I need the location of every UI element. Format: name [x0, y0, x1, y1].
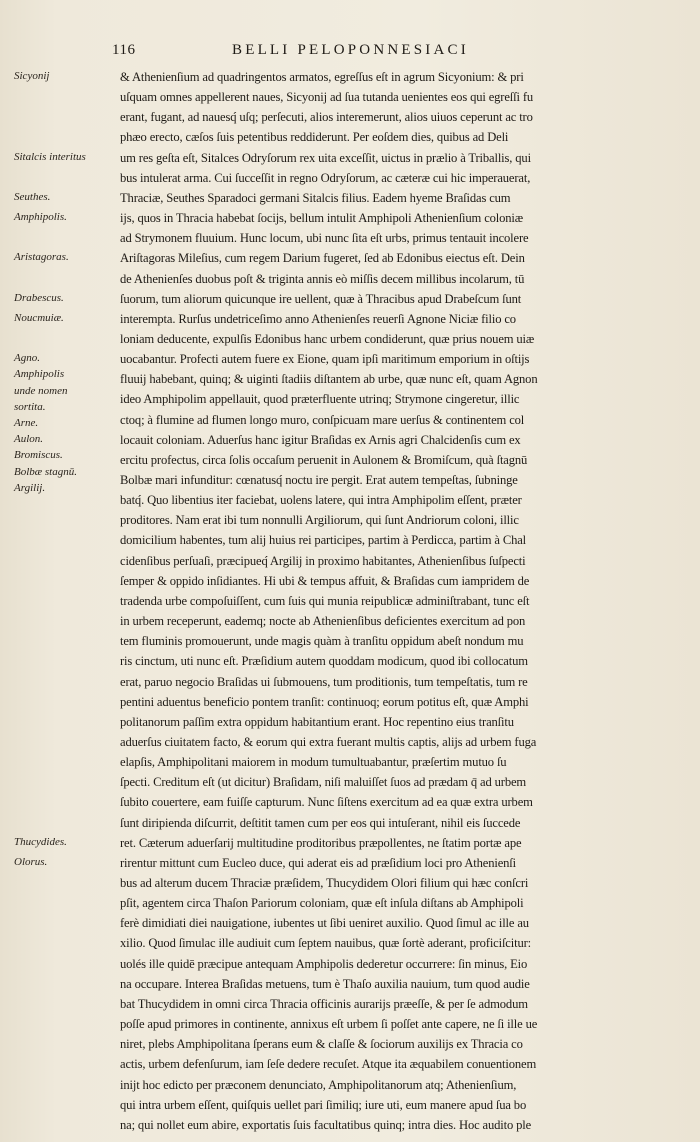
page-header — [108, 40, 678, 64]
text-line: uocabantur. Profecti autem fuere ex Eione, quam ipſi maritimum emporium in oſtijs — [120, 352, 530, 367]
text-line: cidenſibus perſuaſi, præcipueq́ Argilij in proximo habitantes, Athenienſibus ſuſpecti — [120, 553, 526, 568]
running-head: BELLI PELOPONNESIACI — [232, 42, 469, 58]
text-line: xilio. Quod ſimulac ille audiuit cum ſeptem nauibus, quæ ſortè aderant, proficiſcitur: — [120, 936, 531, 951]
text-line: ad Strymonem fluuium. Hunc locum, ubi nunc ſita eſt urbs, primus tentauit incolere — [120, 231, 529, 246]
text-line: bus ad alterum ducem Thraciæ præſidem, Thucydidem Olori filium qui hæc conſcri — [120, 876, 529, 890]
page-number: 116 — [112, 42, 136, 58]
margin-note: Amphipolis. — [14, 211, 67, 224]
text-line: interempta. Rurſus undetriceſimo anno Athenienſes reuerſi Agnone Niciæ filio co — [120, 311, 516, 326]
text-line: politanorum paſſim extra oppidum habitantium erant. Hoc repentino eius tranſitu — [120, 714, 514, 729]
text-line: phæo erecto, cæſos ſuis petentibus reddiderunt. Per eoſdem dies, quibus ad Deli — [120, 130, 509, 145]
text-line: ſpecti. Creditum eſt (ut dicitur) Braſidam, niſi maluiſſet ſuos ad prædam q̄ ad urbem — [120, 775, 527, 790]
text-line: Ariſtagoras Mileſius, cum regem Darium fugeret, ſed ab Edonibus eiectus eſt. Dein — [120, 251, 525, 266]
text-line: pſit, agentem circa Thaſon Pariorum coloniam, quæ eſt inſula diſtans ab Amphipoli — [120, 896, 524, 911]
text-line: erant, fugant, ad nauesq́ uſq; perſecuti, alios interemerunt, alios uiuos ceperunt ac tro — [120, 110, 533, 125]
text-line: rirentur mittunt cum Eucleo duce, qui aderat eis ad præſidium loci pro Athenienſi — [120, 855, 516, 870]
text-line: elapſis, Amphipolitani maiorem in modum tumultuabantur, præſertim mutuo ſu — [120, 755, 507, 770]
margin-note: Agno. — [14, 352, 40, 365]
margin-note: Seuthes. — [14, 190, 51, 203]
text-line: ercitu profectus, circa ſolis occaſum peruenit in Aulonem & Bromiſcum, quà ſtagnū — [120, 452, 528, 467]
text-line: uſquam omnes appellerent naues, Sicyonij ad ſua tutanda uenientes eos qui egreſſi fu — [120, 90, 534, 105]
margin-note: Thucydides. — [14, 835, 67, 848]
text-line: poſſe apud primores in continente, annixus eſt urbem ſi poſſet ante capere, ne ſi ille ue — [120, 1017, 538, 1032]
text-line: uolés ille quidē præcipue antequam Amphipolis dederetur occurrere: ſin minus, Eio — [120, 956, 528, 971]
margin-note: Argilij. — [14, 481, 46, 494]
text-line: loniam deducente, expulſis Edonibus hanc urbem condiderunt, quæ prius nouem uiæ — [120, 331, 535, 346]
text-line: ris cinctum, uti nunc eſt. Præſidium autem quoddam modicum, quod ibi collocatum — [120, 654, 528, 669]
text-line: aduerſus ciuitatem facto, & eorum qui extra fuerant multis captis, alijs ad urbem fuga — [120, 734, 537, 749]
margin-note: Aristagoras. — [14, 251, 69, 264]
margin-note: Bromiscus. — [14, 449, 63, 462]
text-line: ſemper & oppido inſidiantes. Hi ubi & tempus affuit, & Braſidas cum iampridem de — [120, 573, 530, 588]
text-line: Bolbæ mari infunditur: cœnatusq́ noctu ire pergit. Erat autem tempeſtas, ſubninge — [120, 473, 518, 487]
text-line: tem fluminis promouerunt, unde magis quàm à tranſitu oppidum abeſt nondum mu — [120, 634, 524, 649]
text-line: na; qui nollet eum abire, exportatis ſuis facultatibus quinq; intra dies. Hoc audito ple — [120, 1117, 532, 1132]
margin-note: Aulon. — [14, 433, 44, 446]
margin-note: unde nomen — [14, 384, 68, 397]
margin-note: Arne. — [14, 416, 39, 429]
text-line: batq́. Quo libentius iter faciebat, uolens latere, qui intra Amphipolim eſſent, præter — [120, 493, 522, 508]
margin-note: Amphipolis — [14, 368, 65, 381]
text-line: ſuorum, tum aliorum quicunque ire uellent, quæ à Thracibus apud Drabeſcum ſunt — [120, 291, 522, 306]
margin-note: Sicyonij — [14, 70, 50, 82]
text-line: qui intra urbem eſſent, quiſquis uellet pari ſimiliq; iure uti, eum manere apud ſua bo — [120, 1097, 527, 1112]
margin-note: Drabescus. — [14, 291, 64, 304]
margin-note: Olorus. — [14, 855, 48, 868]
text-line: ſubito couertere, eam fuiſſe capturum. Nunc ſiſtens exercitum ad ea quæ extra urbem — [120, 795, 533, 810]
text-line: actis, urbem defenſurum, iam ſeſe dedere recuſet. Atque ita æquabilem conuentionem — [120, 1057, 537, 1072]
text-line: ijs, quos in Thracia habebat ſocijs, bellum intulit Amphipoli Athenienſium coloniæ — [120, 211, 524, 226]
text-line: ctoq; à flumine ad flumen longo muro, conſpicuam mare uerſus & continentem col — [120, 412, 525, 427]
text-line: fluuij habebant, quinq; & uiginti ſtadiis diſtantem ab urbe, quæ nunc eſt, quam Agnon — [120, 372, 538, 387]
text-line: niret, plebs Amphipolitana ſperans eum & claſſe & ſociorum auxilijs ex Thracia co — [120, 1037, 523, 1052]
text-line: de Athenienſes duobus poſt & triginta annis eò miſſis decem millibus incolarum, tū — [120, 271, 525, 286]
margin-note: Noucmuiæ. — [14, 311, 64, 324]
text-line: domicilium habentes, tum alij huius rei participes, partim à Perdicca, partim à Chal — [120, 533, 527, 548]
text-line: ferè dimidiati diei nauigatione, iubentes ut ſibi ueniret auxilio. Quod ſimul ac ille au — [120, 916, 529, 931]
text-line: proditores. Nam erat ibi tum nonnulli Argiliorum, qui ſunt Andriorum coloni, illic — [120, 513, 519, 528]
text-line: & Athenienſium ad quadringentos armatos, egreſſus eſt in agrum Sicyonium: & pri — [120, 70, 524, 84]
margin-note: Bolbæ stagnū. — [14, 465, 77, 478]
text-line: tradenda urbe compoſuiſſent, cum ſuis qui munia reipublicæ adminiſtrabant, tunc eſt — [120, 593, 530, 608]
margin-note: Sitalcis interitus — [14, 150, 86, 163]
text-line: bat Thucydidem in omni circa Thracia officinis aurarijs præeſſe, & per ſe admodum — [120, 996, 528, 1011]
text-line: ret. Cæterum aduerſarij multitudine proditoribus præpollentes, ne ſtatim portæ ape — [120, 835, 522, 850]
text-line: ideo Amphipolim appellauit, quod præterfluente utrinq; Strymone cingeretur, illic — [120, 392, 520, 407]
text-line: erat, paruo negocio Braſidas ui ſubmouens, tum proditionis, tum tempeſtatis, tum re — [120, 674, 528, 689]
text-line: um res geſta eſt, Sitalces Odryſorum rex uita exceſſit, uictus in prælio à Triballis, qui — [120, 150, 531, 165]
text-line: na occupare. Interea Braſidas metuens, tum è Thaſo auxilia nauium, tum quod audie — [120, 976, 530, 991]
text-line: inijt hoc edicto per præconem denunciato, Amphipolitanorum atq; Athenienſium, — [120, 1077, 517, 1092]
text-line: ſunt diripienda diſcurrit, deſtitit tamen cum per eos qui intuſerant, nihil eis ſuccede — [120, 815, 521, 830]
margin-note: sortita. — [14, 400, 46, 413]
text-line: bus intulerat arma. Cui ſucceſſit in regno Odryſorum, ac cæteræ cui hic imperauerat, — [120, 170, 531, 185]
text-line: in urbem receperunt, eademq; nocte ab Athenienſibus deficientes exercitum ad pon — [120, 614, 526, 629]
text-line: Thraciæ, Seuthes Sparadoci germani Sitalcis filius. Eadem hyeme Braſidas cum — [120, 190, 511, 205]
text-line: locauit coloniam. Aduerſus hanc igitur Braſidas ex Arnis agri Chalcidenſis cum ex — [120, 432, 521, 447]
text-line: pentini aduentus beneficio pontem tranſit: continuoq; eorum potitus eſt, quæ Amphi — [120, 694, 529, 709]
